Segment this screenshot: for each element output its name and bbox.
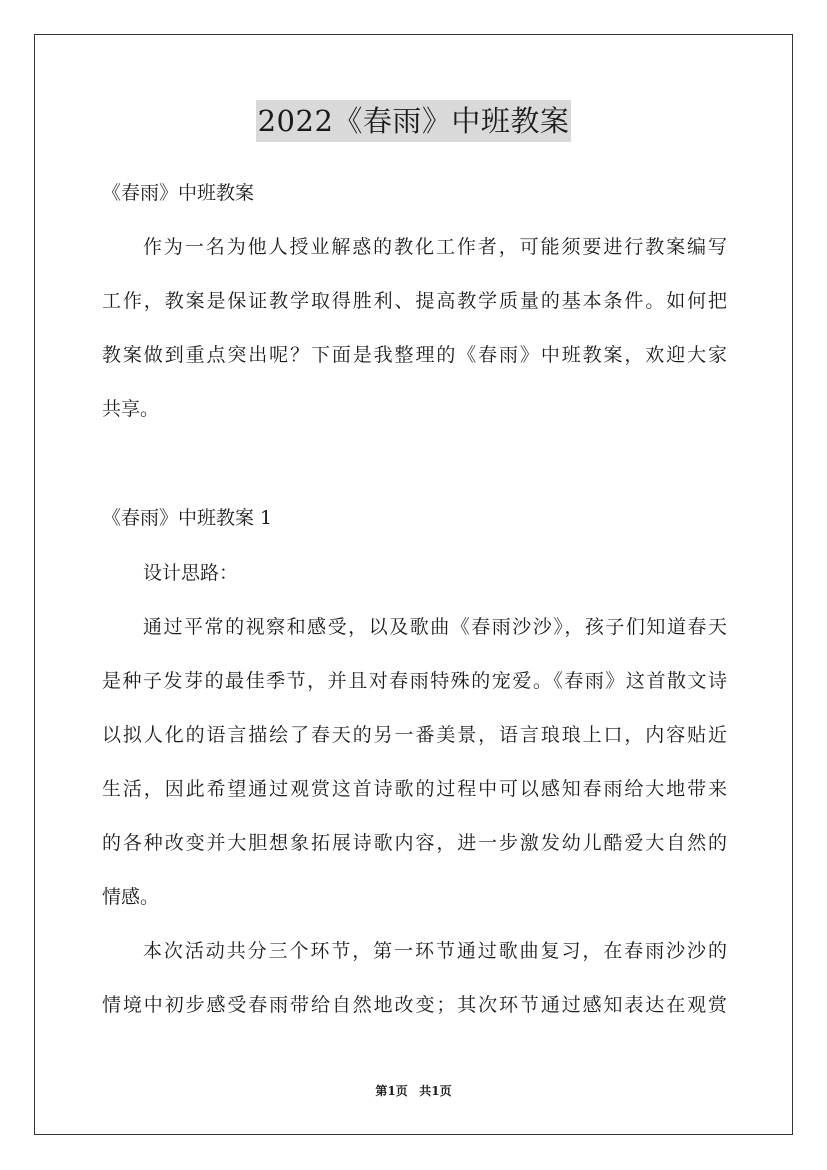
- paragraph-line: 情感。: [102, 886, 160, 908]
- paragraph-line: 教案做到重点突出呢？下面是我整理的《春雨》中班教案，欢迎大家: [102, 344, 727, 366]
- paragraph-line: 是种子发芽的最佳季节，并且对春雨特殊的宠爱。《春雨》这首散文诗: [102, 670, 727, 692]
- page-number-current: 第1页: [375, 1084, 408, 1098]
- page-number-total: 共1页: [419, 1084, 452, 1098]
- title-container: [0, 100, 827, 142]
- document-title: 2022《春雨》中班教案: [256, 100, 572, 142]
- section-subheading: 设计思路：: [143, 562, 239, 584]
- paragraph-line: 工作，教案是保证教学取得胜利、提高教学质量的基本条件。如何把: [102, 290, 727, 312]
- paragraph-line: 以拟人化的语言描绘了春天的另一番美景，语言琅琅上口，内容贴近: [102, 724, 727, 746]
- paragraph-line: 生活，因此希望通过观赏这首诗歌的过程中可以感知春雨给大地带来: [102, 778, 727, 800]
- paragraph-line: 作为一名为他人授业解惑的教化工作者，可能须要进行教案编写: [143, 236, 727, 258]
- paragraph-line: 通过平常的视察和感受，以及歌曲《春雨沙沙》，孩子们知道春天: [143, 616, 727, 638]
- paragraph-line: 情境中初步感受春雨带给自然地改变；其次环节通过感知表达在观赏: [102, 994, 727, 1016]
- paragraph-line: 的各种改变并大胆想象拓展诗歌内容，进一步激发幼儿酷爱大自然的: [102, 832, 727, 854]
- subtitle: 《春雨》中班教案: [102, 182, 255, 204]
- paragraph-line: 共享。: [102, 398, 160, 420]
- section-heading: 《春雨》中班教案 1: [102, 507, 273, 529]
- page-footer: [0, 1082, 827, 1100]
- paragraph-line: 本次活动共分三个环节，第一环节通过歌曲复习，在春雨沙沙的: [143, 940, 727, 962]
